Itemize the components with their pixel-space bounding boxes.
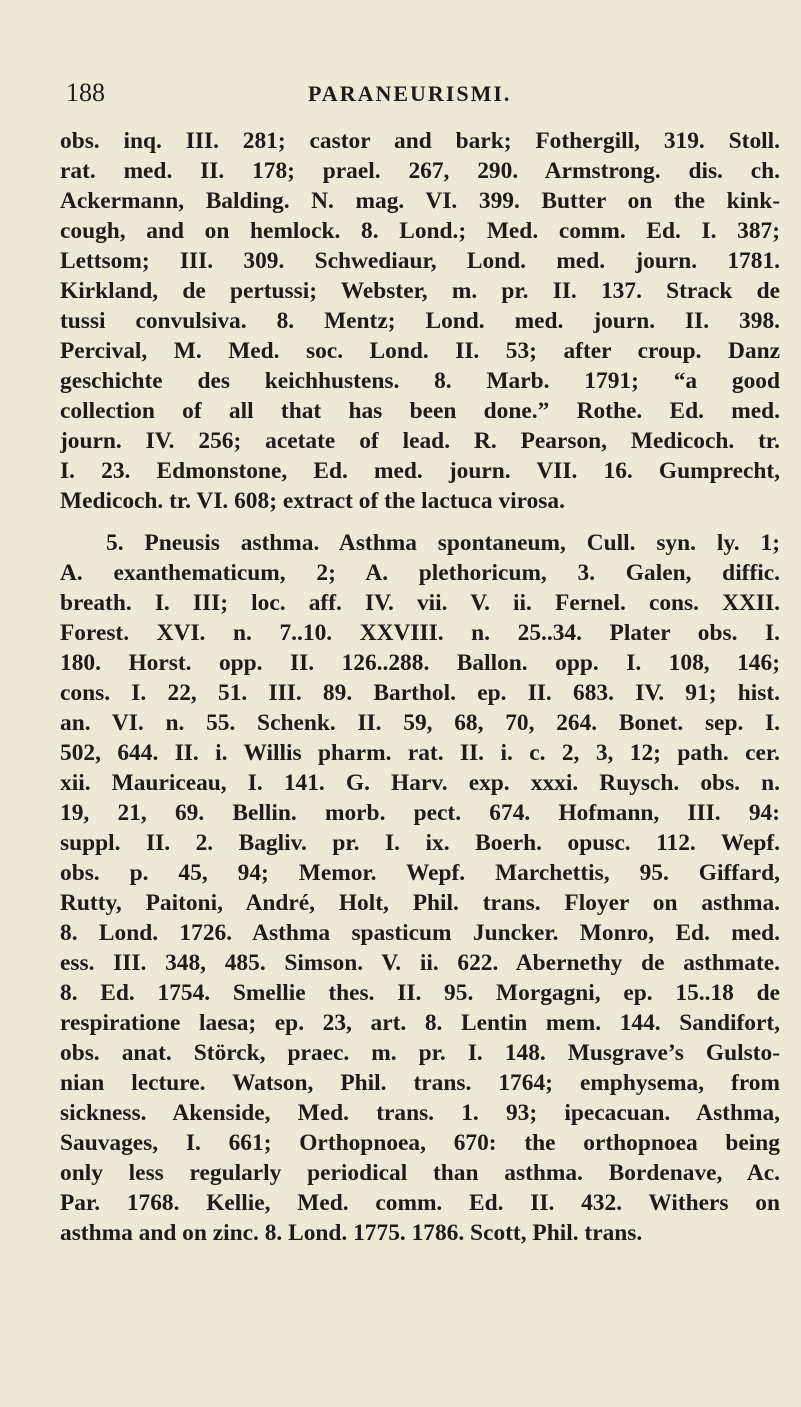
text-line: Ackermann, Balding. N. mag. VI. 399. Butter on the kink-: [60, 188, 780, 214]
text-line: cons. I. 22, 51. III. 89. Barthol. ep. II. 683. IV. 91; hist.: [60, 680, 780, 706]
text-line: Lettsom; III. 309. Schwediaur, Lond. med. journ. 1781.: [60, 248, 780, 274]
text-line: an. VI. n. 55. Schenk. II. 59, 68, 70, 264. Bonet. sep. I.: [60, 710, 780, 736]
text-line: xii. Mauriceau, I. 141. G. Harv. exp. xxxi. Ruysch. obs. n.: [60, 770, 780, 796]
text-line: Medicoch. tr. VI. 608; extract of the lactuca virosa.: [60, 488, 565, 514]
text-line: collection of all that has been done.” Rothe. Ed. med.: [60, 398, 780, 424]
text-line: asthma and on zinc. 8. Lond. 1775. 1786. Scott, Phil. trans.: [60, 1220, 643, 1246]
text-line: suppl. II. 2. Bagliv. pr. I. ix. Boerh. opusc. 112. Wepf.: [60, 830, 780, 856]
text-line: only less regularly periodical than asthma. Bordenave, Ac.: [60, 1160, 780, 1186]
text-line: Par. 1768. Kellie, Med. comm. Ed. II. 432. Withers on: [60, 1190, 780, 1216]
text-line: breath. I. III; loc. aff. IV. vii. V. ii. Fernel. cons. XXII.: [60, 590, 780, 616]
text-line: sickness. Akenside, Med. trans. 1. 93; ipecacuan. Asthma,: [60, 1100, 780, 1126]
text-line: journ. IV. 256; acetate of lead. R. Pearson, Medicoch. tr.: [60, 428, 780, 454]
text-line: 8. Ed. 1754. Smellie thes. II. 95. Morgagni, ep. 15..18 de: [60, 980, 780, 1006]
text-line: tussi convulsiva. 8. Mentz; Lond. med. journ. II. 398.: [60, 308, 780, 334]
text-line: A. exanthematicum, 2; A. plethoricum, 3. Galen, diffic.: [60, 560, 780, 586]
text-line: 8. Lond. 1726. Asthma spasticum Juncker. Monro, Ed. med.: [60, 920, 780, 946]
text-line: nian lecture. Watson, Phil. trans. 1764; emphysema, from: [60, 1070, 780, 1096]
text-line: ess. III. 348, 485. Simson. V. ii. 622. Abernethy de asthmate.: [60, 950, 780, 976]
text-line: 180. Horst. opp. II. 126..288. Ballon. opp. I. 108, 146;: [60, 650, 780, 676]
paragraph-pertussis-references: [60, 126, 780, 516]
text-line: obs. p. 45, 94; Memor. Wepf. Marchettis, 95. Giffard,: [60, 860, 780, 886]
page-number: 188: [66, 78, 105, 107]
text-line: obs. anat. Störck, praec. m. pr. I. 148. Musgrave’s Gulsto-: [60, 1040, 780, 1066]
text-line: Percival, M. Med. soc. Lond. II. 53; after croup. Danz: [60, 338, 780, 364]
text-line: Rutty, Paitoni, André, Holt, Phil. trans. Floyer on asthma.: [60, 890, 780, 916]
text-line: Kirkland, de pertussi; Webster, m. pr. II. 137. Strack de: [60, 278, 780, 304]
page-header: [60, 78, 780, 118]
text-line: 502, 644. II. i. Willis pharm. rat. II. i. c. 2, 3, 12; path. cer.: [60, 740, 780, 766]
text-line: rat. med. II. 178; prael. 267, 290. Armstrong. dis. ch.: [60, 158, 780, 184]
text-line: 5. Pneusis asthma. Asthma spontaneum, Cull. syn. ly. 1;: [106, 530, 780, 556]
paragraph-asthma-references: [60, 528, 780, 1248]
text-line: respiratione laesa; ep. 23, art. 8. Lentin mem. 144. Sandifort,: [60, 1010, 780, 1036]
text-line: 19, 21, 69. Bellin. morb. pect. 674. Hofmann, III. 94:: [60, 800, 780, 826]
text-line: obs. inq. III. 281; castor and bark; Fothergill, 319. Stoll.: [60, 128, 780, 154]
text-line: cough, and on hemlock. 8. Lond.; Med. comm. Ed. I. 387;: [60, 218, 780, 244]
text-line: geschichte des keichhustens. 8. Marb. 1791; “a good: [60, 368, 780, 394]
running-title: PARANEURISMI.: [308, 81, 512, 106]
text-line: Sauvages, I. 661; Orthopnoea, 670: the orthopnoea being: [60, 1130, 780, 1156]
text-line: I. 23. Edmonstone, Ed. med. journ. VII. 16. Gumprecht,: [60, 458, 780, 484]
text-line: Forest. XVI. n. 7..10. XXVIII. n. 25..34. Plater obs. I.: [60, 620, 780, 646]
